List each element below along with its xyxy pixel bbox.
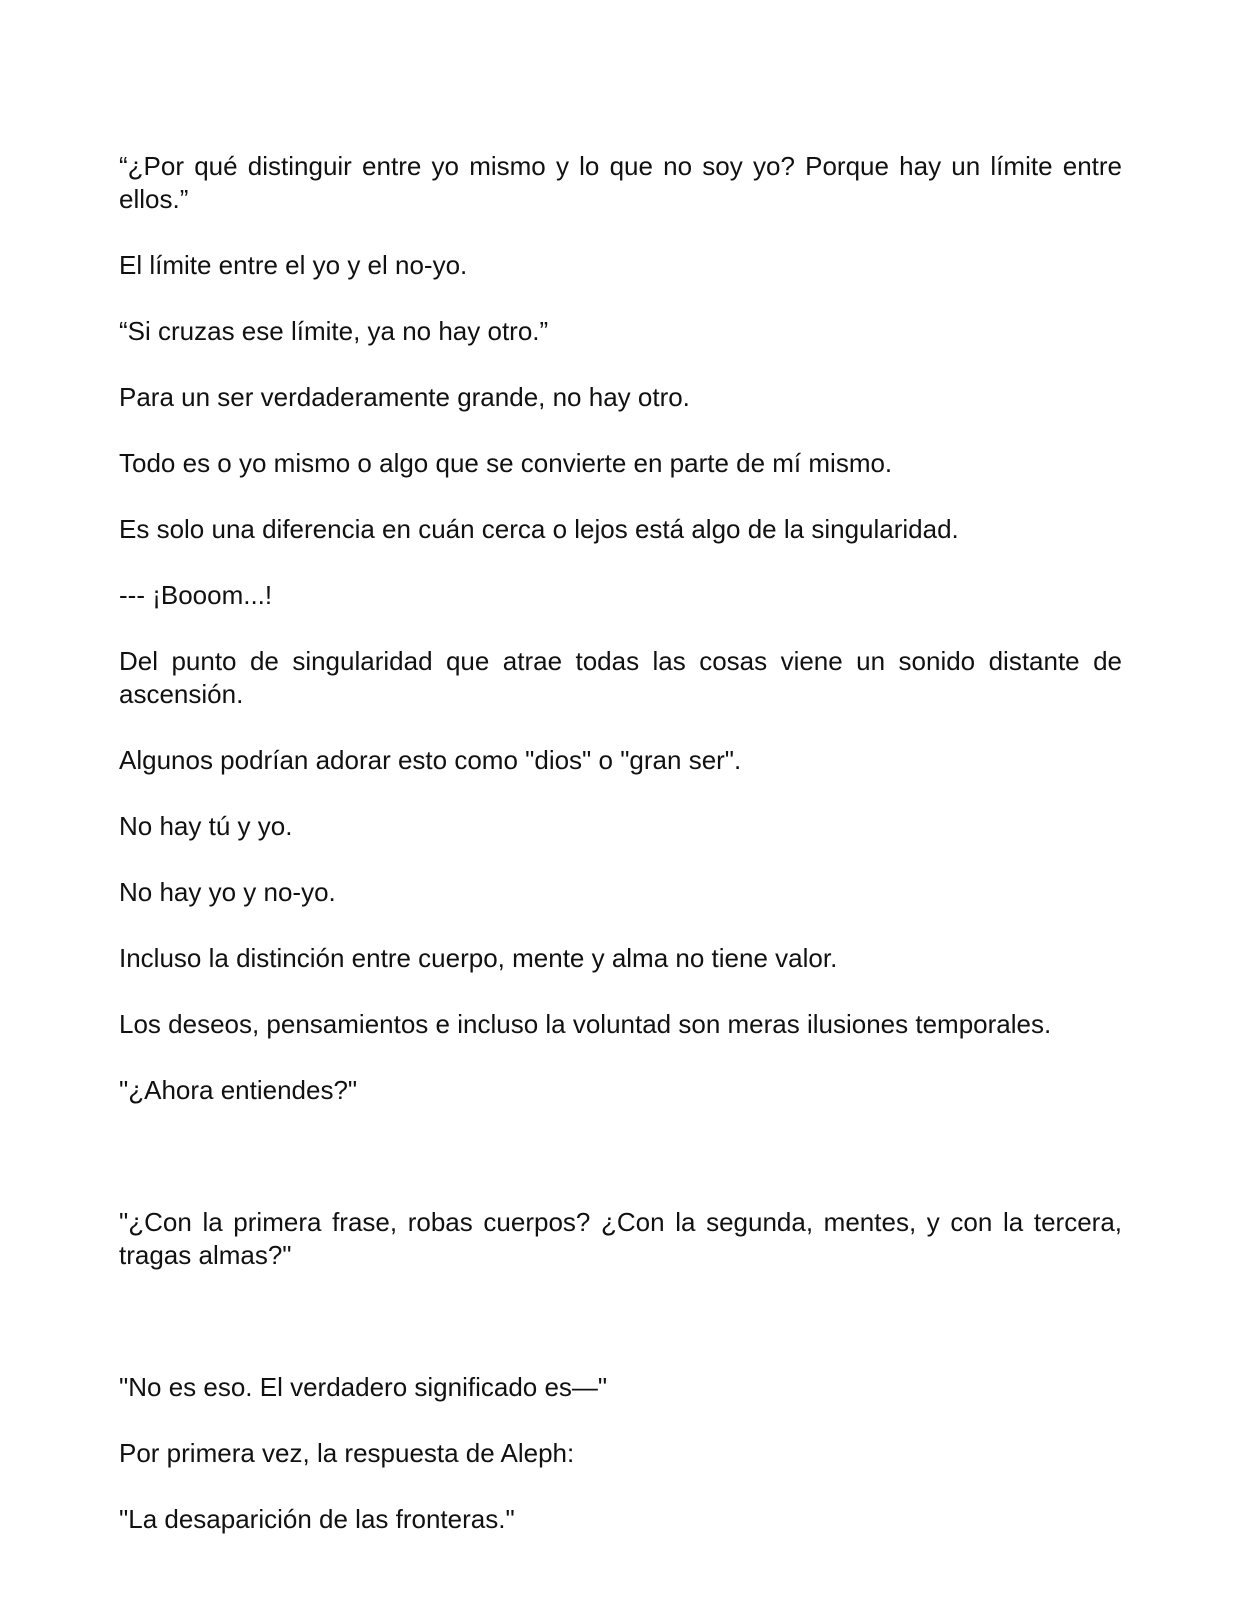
paragraph-11: No hay yo y no-yo. bbox=[119, 877, 336, 907]
paragraph-15: "¿Con la primera frase, robas cuerpos? ¿Con la segunda, mentes, y con la tercera, tragas almas?" bbox=[119, 1207, 1122, 1270]
paragraph-17: Por primera vez, la respuesta de Aleph: bbox=[119, 1438, 575, 1468]
paragraph-9: Algunos podrían adorar esto como "dios" o "gran ser". bbox=[119, 745, 742, 775]
paragraph-10: No hay tú y yo. bbox=[119, 811, 293, 841]
paragraph-2: El límite entre el yo y el no-yo. bbox=[119, 250, 468, 280]
paragraph-8: Del punto de singularidad que atrae todas las cosas viene un sonido distante de ascensión. bbox=[119, 646, 1122, 709]
paragraph-16: "No es eso. El verdadero significado es—" bbox=[119, 1372, 608, 1402]
paragraph-12: Incluso la distinción entre cuerpo, mente y alma no tiene valor. bbox=[119, 943, 838, 973]
paragraph-13: Los deseos, pensamientos e incluso la voluntad son meras ilusiones temporales. bbox=[119, 1009, 1052, 1039]
paragraph-3: “Si cruzas ese límite, ya no hay otro.” bbox=[119, 316, 549, 346]
paragraph-4: Para un ser verdaderamente grande, no hay otro. bbox=[119, 382, 690, 412]
paragraph-6: Es solo una diferencia en cuán cerca o lejos está algo de la singularidad. bbox=[119, 514, 959, 544]
document-body bbox=[119, 150, 1122, 1569]
paragraph-18: "La desaparición de las fronteras." bbox=[119, 1504, 515, 1534]
paragraph-5: Todo es o yo mismo o algo que se convierte en parte de mí mismo. bbox=[119, 448, 893, 478]
paragraph-7: --- ¡Booom...! bbox=[119, 580, 273, 610]
paragraph-14: "¿Ahora entiendes?" bbox=[119, 1075, 358, 1105]
paragraph-1: “¿Por qué distinguir entre yo mismo y lo que no soy yo? Porque hay un límite entre ellos.” bbox=[119, 151, 1122, 214]
